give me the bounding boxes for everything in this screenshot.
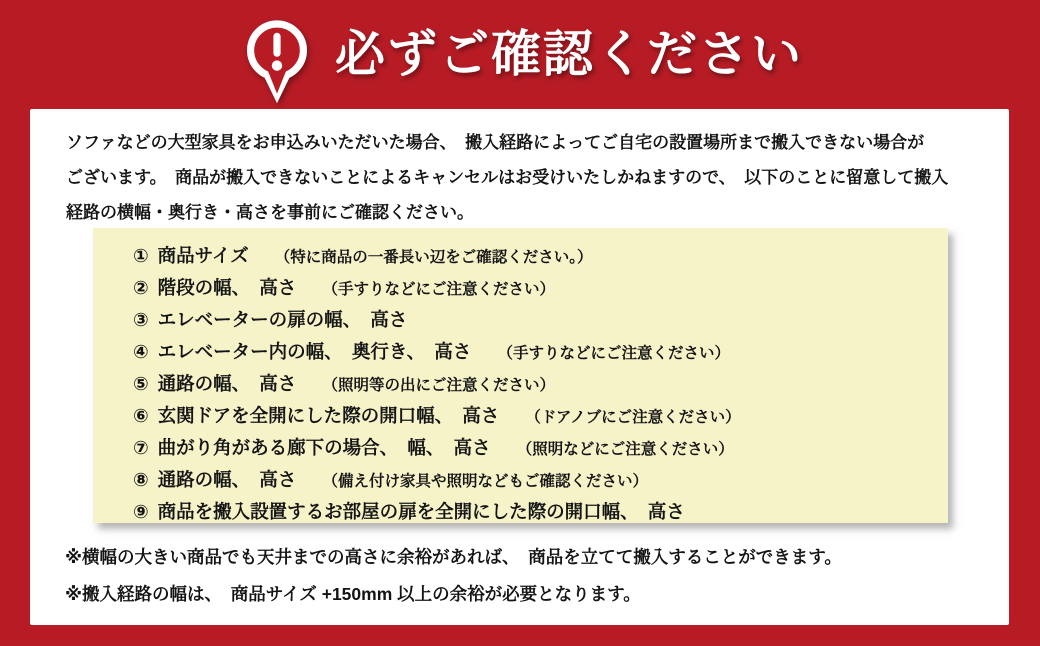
item-number: ① <box>133 245 149 266</box>
content-panel <box>30 109 1009 625</box>
list-item <box>133 273 948 305</box>
item-text: 玄関ドアを全開にした際の開口幅、 高さ <box>157 405 500 426</box>
list-item <box>133 305 948 337</box>
page-title: 必ずご確認ください <box>335 25 803 82</box>
item-note: （備え付け家具や照明などもご確認ください） <box>322 473 648 490</box>
item-text: 通路の幅、 高さ <box>157 373 297 394</box>
item-note: （照明等の出にご注意ください） <box>322 377 555 394</box>
item-number: ⑧ <box>133 469 149 490</box>
exclamation-balloon-icon <box>237 12 317 108</box>
item-text: 通路の幅、 高さ <box>157 469 297 490</box>
list-item <box>133 433 948 465</box>
list-item <box>133 465 948 497</box>
item-number: ④ <box>133 341 149 362</box>
item-note: （ドアノブにご注意ください） <box>525 409 741 426</box>
item-number: ③ <box>133 309 149 330</box>
item-number: ⑤ <box>133 373 149 394</box>
item-text: 商品サイズ <box>157 245 249 266</box>
intro-line: ございます。 商品が搬入できないことによるキャンセルはお受けいたしかねますので、 以下のことに留意して搬入 <box>66 168 949 187</box>
footnote: ※横幅の大きい商品でも天井までの高さに余裕があれば、 商品を立てて搬入することができます。 <box>65 547 842 567</box>
intro-paragraph <box>66 125 948 230</box>
item-note: （照明などにご注意ください） <box>516 441 734 458</box>
item-number: ⑦ <box>133 437 149 458</box>
list-item <box>133 401 948 433</box>
item-number: ⑨ <box>133 501 149 522</box>
list-item <box>133 497 948 529</box>
item-note: （手すりなどにご注意ください） <box>497 345 730 362</box>
footnotes <box>65 539 842 613</box>
item-text: エレベーター内の幅、 奥行き、 高さ <box>157 341 472 362</box>
item-note: （手すりなどにご注意ください） <box>322 281 555 298</box>
intro-line: ソファなどの大型家具をお申込みいただいた場合、 搬入経路によってご自宅の設置場所まで搬入できない場合が <box>66 133 925 152</box>
list-item <box>133 241 948 273</box>
item-text: 曲がり角がある廊下の場合、 幅、 高さ <box>157 437 491 458</box>
item-number: ⑥ <box>133 405 149 426</box>
item-note: （特に商品の一番長い辺をご確認ください。） <box>274 249 593 266</box>
item-number: ② <box>133 277 149 298</box>
intro-line: 経路の横幅・奥行き・高さを事前にご確認ください。 <box>66 203 474 222</box>
item-text: 階段の幅、 高さ <box>157 277 297 298</box>
checklist-box <box>93 228 948 523</box>
list-item <box>133 337 948 369</box>
list-item <box>133 369 948 401</box>
item-text: 商品を搬入設置するお部屋の扉を全開にした際の開口幅、 高さ <box>157 501 685 522</box>
header <box>0 0 1040 109</box>
item-text: エレベーターの扉の幅、 高さ <box>157 309 408 330</box>
footnote: ※搬入経路の幅は、 商品サイズ +150mm 以上の余裕が必要となります。 <box>65 584 641 604</box>
